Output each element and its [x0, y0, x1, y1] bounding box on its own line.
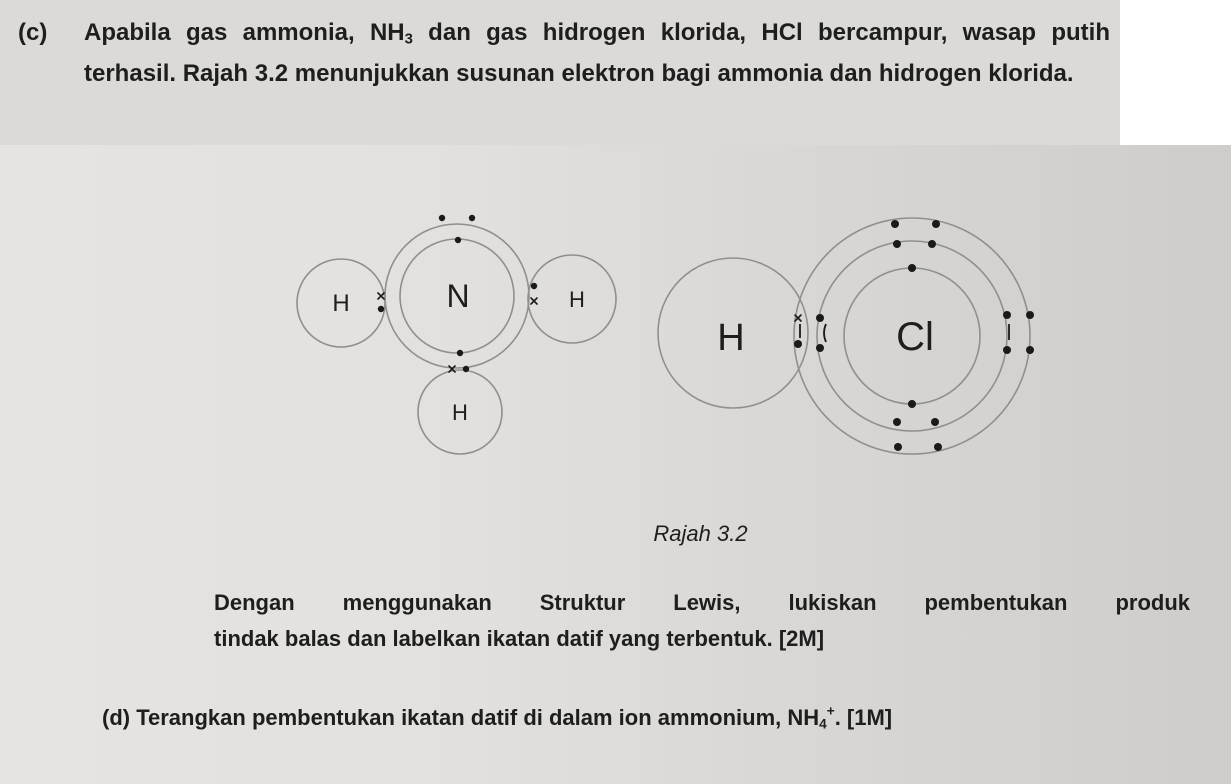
cl-outer-electron [891, 220, 899, 228]
hcl-cl-symbol: Cl [896, 315, 934, 359]
cl-outer-electron [1003, 311, 1011, 319]
question-d [102, 700, 1152, 742]
hcl-pair-mark [824, 324, 826, 342]
part-c-line1-sub: 3 [404, 31, 413, 48]
cl-inner-electron [908, 264, 916, 272]
hcl-h-symbol: H [717, 317, 745, 359]
blank-corner [1120, 0, 1231, 145]
electron-arrangement-diagram [0, 145, 1231, 485]
cl-outer-electron [1026, 346, 1034, 354]
ammonia-n-symbol: N [446, 278, 470, 314]
cl-middle-electron [928, 240, 936, 248]
hcl-h-electron-dot [794, 340, 802, 348]
cl-outer-electron [1003, 346, 1011, 354]
ammonia-h-right-symbol: H [569, 287, 585, 312]
question-d-text-a: (d) Terangkan pembentukan ikatan datif di dalam ion ammonium, NH [102, 705, 820, 730]
figure-caption: Rajah 3.2 [653, 521, 748, 546]
ammonia-inner-electron [457, 350, 463, 356]
ammonia-bond-electron-right [531, 283, 537, 289]
ammonia-h-left-symbol: H [332, 290, 350, 317]
ammonia-lone-pair-electron [469, 215, 475, 221]
ammonia-h-right-electron-cross [531, 298, 537, 304]
question-d-sup: + [826, 703, 835, 719]
question-d-text-b: . [1M] [834, 705, 893, 730]
cl-bond-electron [816, 344, 824, 352]
part-c-line1-b: dan gas hidrogen klorida, HCl bercampur, wasap [412, 19, 1037, 46]
cl-outer-electron [1026, 311, 1034, 319]
cl-middle-electron [893, 418, 901, 426]
ammonia-h-left-electron-cross [378, 293, 384, 299]
cl-bond-electron [816, 314, 824, 322]
question-d-sub: 4 [819, 716, 827, 732]
ammonia-lone-pair-electron [439, 215, 445, 221]
cl-outer-electron [934, 443, 942, 451]
part-c-intro [18, 16, 1110, 91]
question-c-line2: tindak balas dan labelkan ikatan datif yang terbentuk. [2M] [214, 626, 825, 651]
cl-middle-electron [931, 418, 939, 426]
question-c-line1: Dengan menggunakan Struktur Lewis, lukiskan pembentukan produk [214, 590, 1190, 615]
question-c [214, 585, 1190, 657]
cl-outer-electron [894, 443, 902, 451]
ammonia-inner-electron [455, 237, 461, 243]
part-c-label: (c) [18, 19, 48, 46]
cl-inner-electron [908, 400, 916, 408]
ammonia-h-bottom-symbol: H [452, 400, 468, 425]
cl-middle-electron [893, 240, 901, 248]
ammonia-bond-electron-bottom [463, 366, 469, 372]
part-c-line3: hidrogen klorida. [878, 59, 1074, 87]
ammonia-bond-electron-left [378, 306, 384, 312]
cl-outer-electron [932, 220, 940, 228]
part-c-line1-a: Apabila gas ammonia, NH [84, 19, 405, 46]
part-c-line2: putih terhasil. Rajah 3.2 menunjukkan susunan elektron bagi ammonia dan [84, 19, 1110, 87]
part-c-text [84, 16, 1110, 91]
